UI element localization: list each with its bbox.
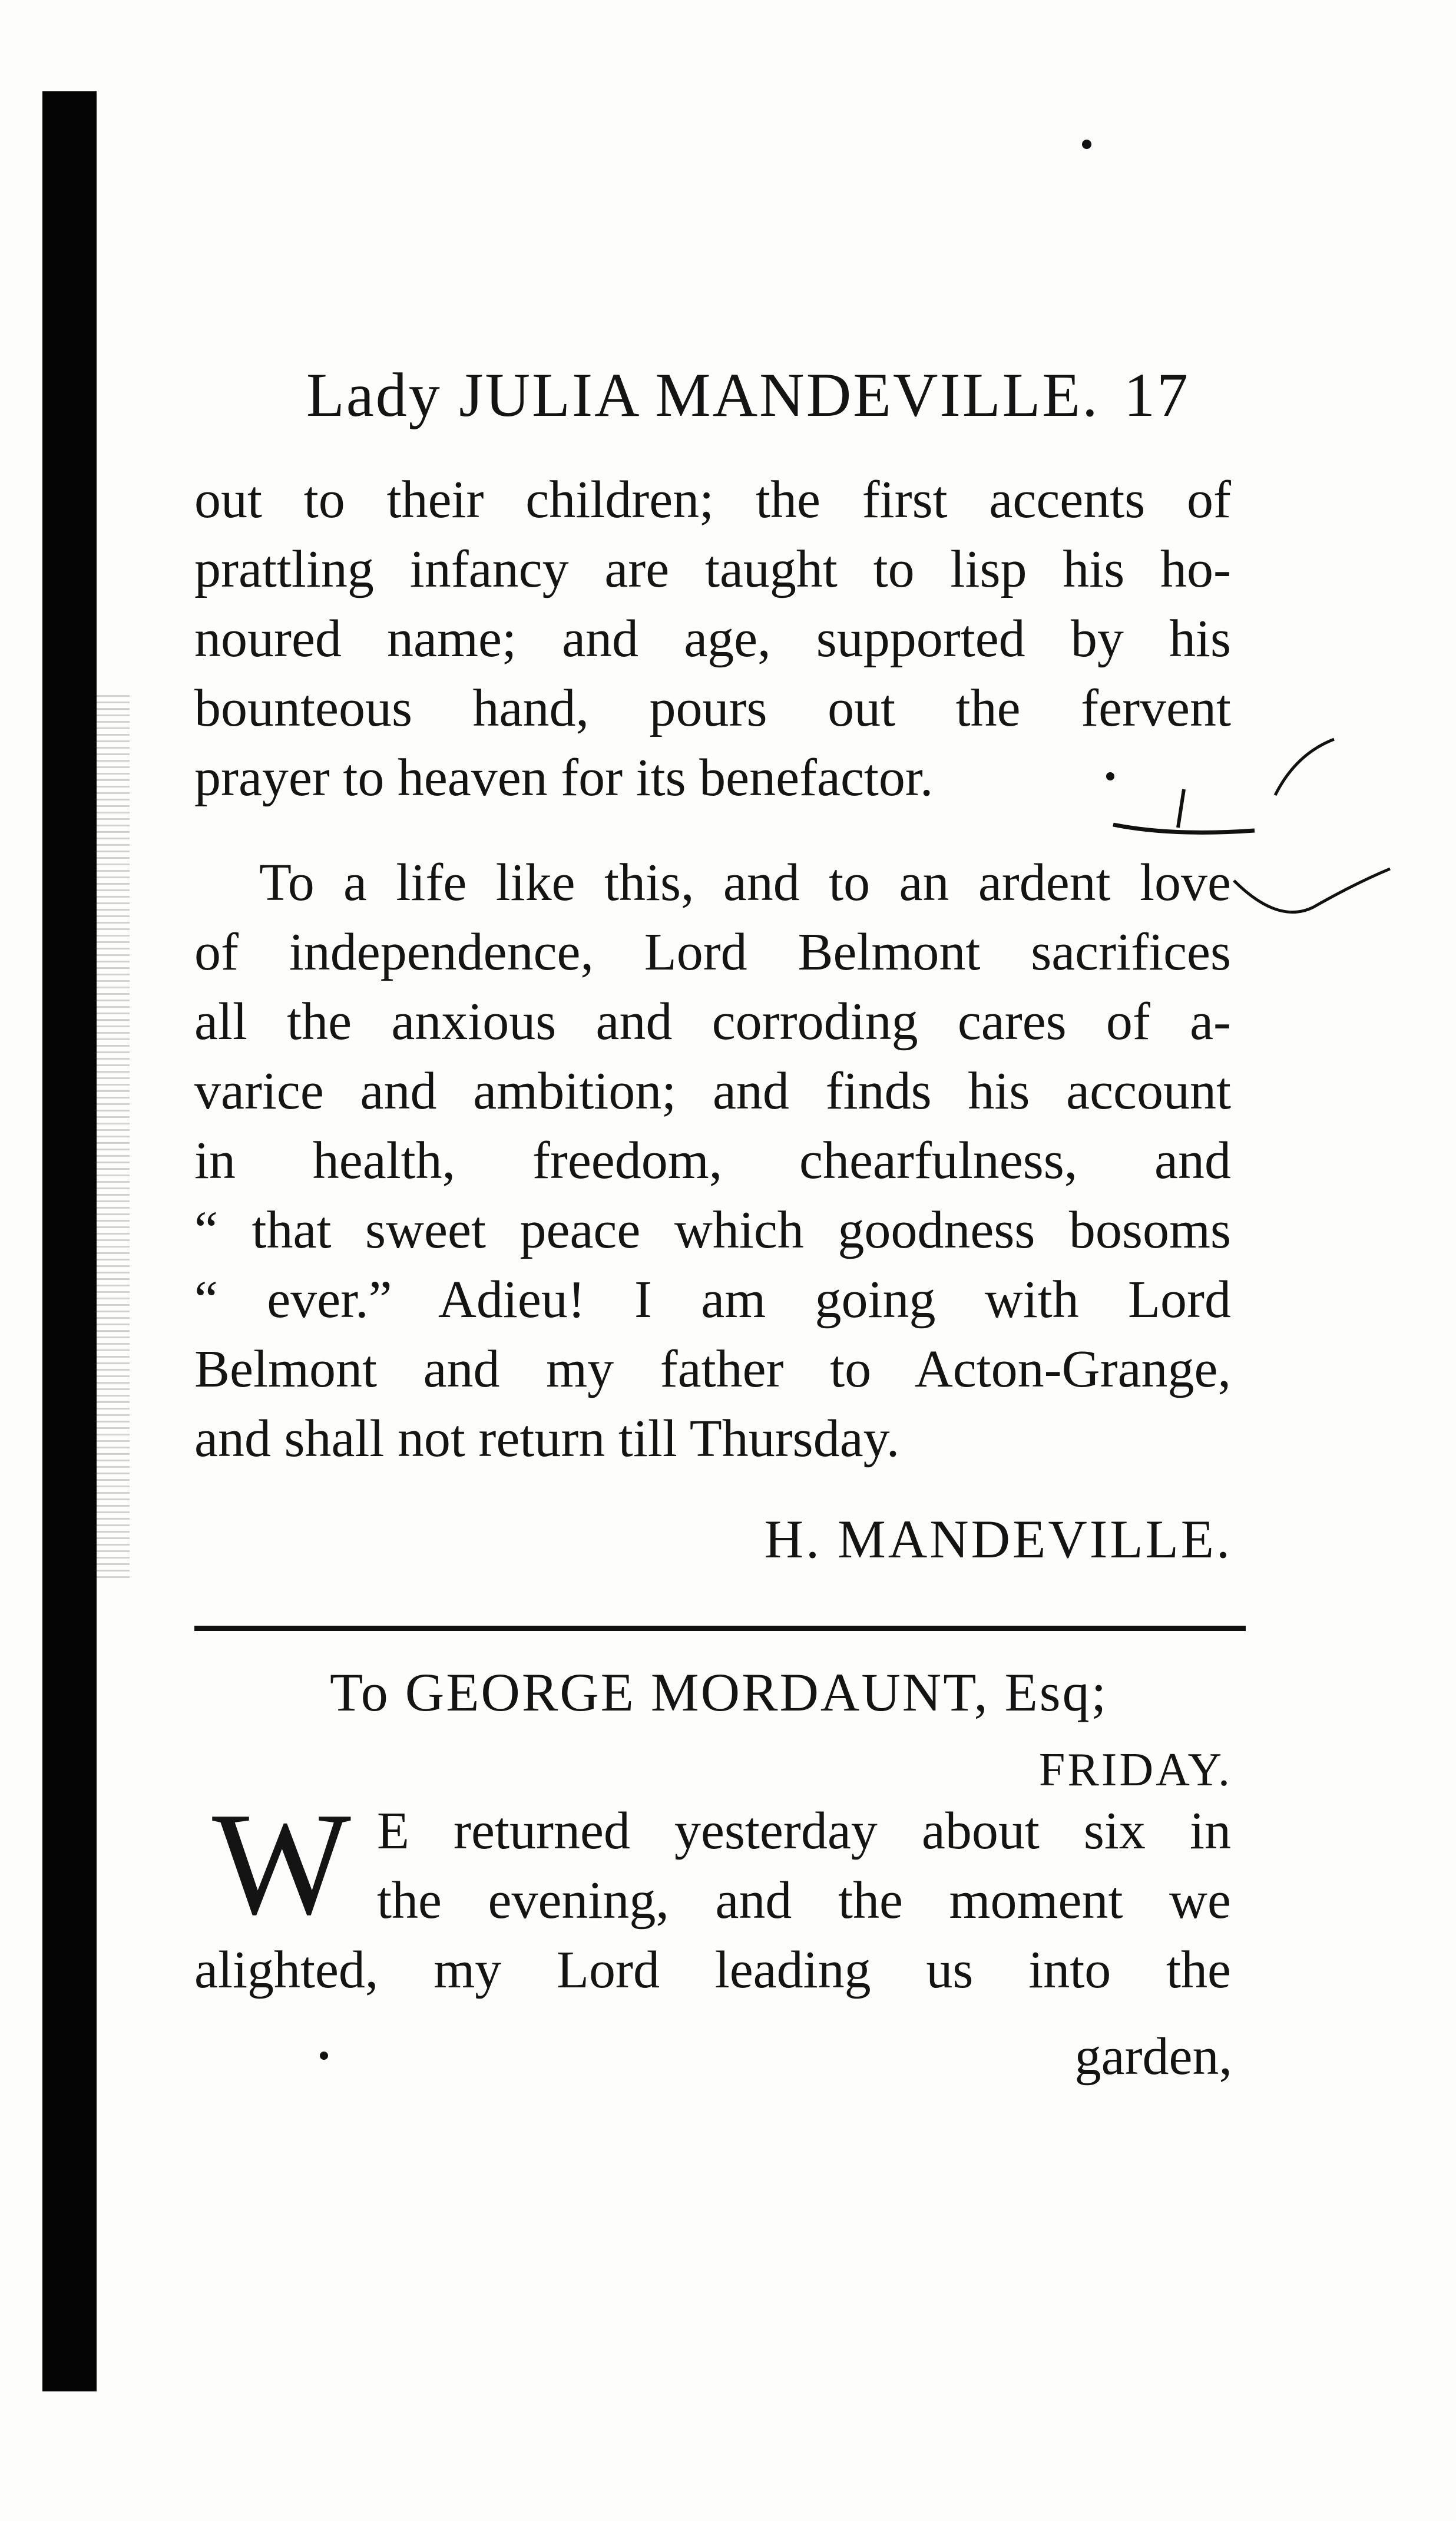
binding-shadow xyxy=(42,91,97,2391)
text-line: E returned yesterday about six in xyxy=(377,1802,1231,1860)
signature: H. MANDEVILLE. xyxy=(764,1509,1232,1569)
text-line: “ ever.” Adieu! I am going with Lord xyxy=(194,1271,1231,1329)
text-line: the evening, and the moment we xyxy=(377,1871,1231,1930)
text-line: varice and ambition; and finds his account xyxy=(194,1062,1231,1120)
text-line: in health, freedom, chearfulness, and xyxy=(194,1132,1231,1190)
drop-cap: W xyxy=(212,1782,351,1946)
text-line: To a life like this, and to an ardent love xyxy=(259,853,1231,912)
text-line: bounteous hand, pours out the fervent xyxy=(194,679,1231,737)
pen-curve-mark xyxy=(1234,869,1390,912)
running-header xyxy=(306,359,1190,442)
text-line: noured name; and age, supported by his xyxy=(194,610,1231,668)
text-line: “ that sweet peace which goodness bosoms xyxy=(194,1201,1231,1259)
text-line: alighted, my Lord leading us into the xyxy=(194,1941,1231,1999)
text-line: of independence, Lord Belmont sacrifices xyxy=(194,923,1231,981)
running-title: Lady JULIA MANDEVILLE. xyxy=(306,360,1100,429)
ink-speck xyxy=(1082,140,1091,149)
letter-dateline: FRIDAY. xyxy=(1038,1744,1232,1796)
catchword: garden, xyxy=(1074,2027,1232,2086)
page-number: 17 xyxy=(1124,360,1190,429)
text-line: and shall not return till Thursday. xyxy=(194,1410,900,1468)
section-rule xyxy=(194,1626,1246,1631)
text-line: out to their children; the first accents of xyxy=(194,471,1231,529)
pen-underline-mark xyxy=(1113,825,1255,832)
text-line: all the anxious and corroding cares of a- xyxy=(194,992,1231,1051)
text-line: Belmont and my father to Acton-Grange, xyxy=(194,1340,1231,1398)
text-line: prattling infancy are taught to lisp his ho- xyxy=(194,540,1231,598)
pen-slash-mark xyxy=(1275,739,1334,795)
binding-speckle xyxy=(94,695,130,1579)
letter-address: To GEORGE MORDAUNT, Esq; xyxy=(330,1662,1108,1722)
text-line: prayer to heaven for its benefactor. xyxy=(194,749,934,807)
ink-speck xyxy=(320,2052,328,2060)
